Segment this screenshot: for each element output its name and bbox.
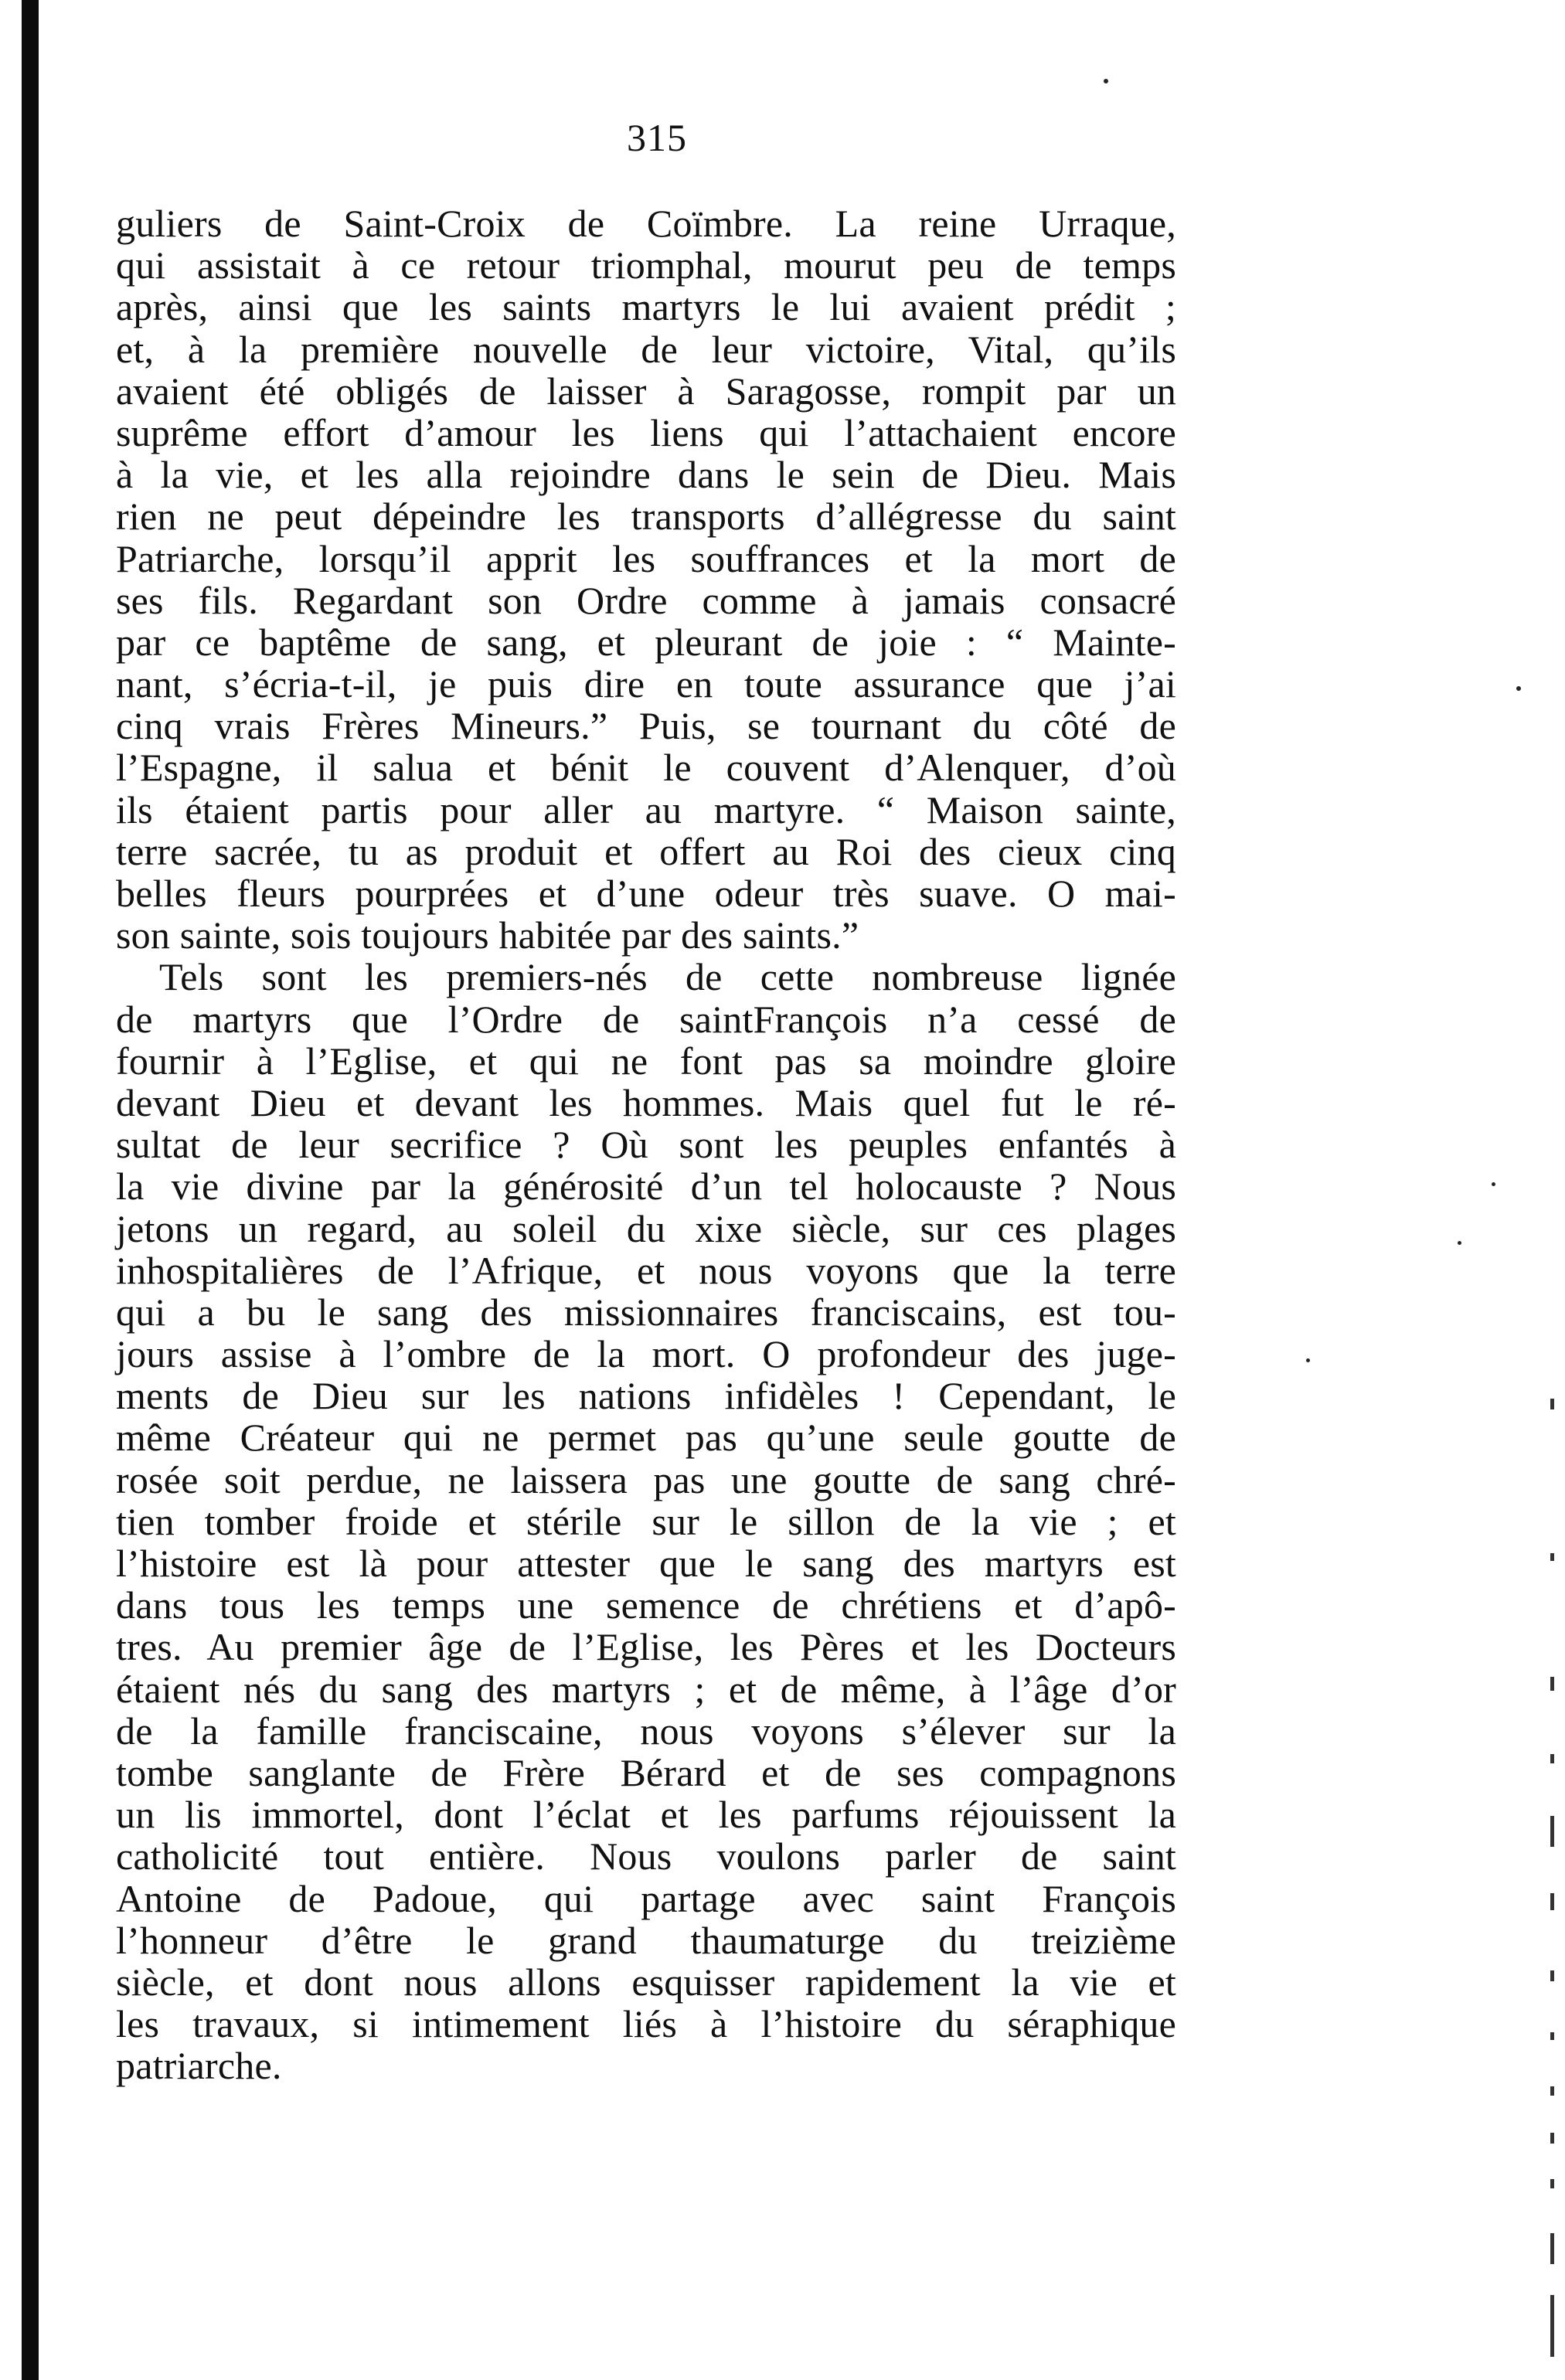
body-text bbox=[116, 202, 1176, 2086]
text-line: l’honneur d’être le grand thaumaturge du treizième bbox=[116, 1918, 1176, 1962]
text-line: devant Dieu et devant les hommes. Mais quel fut le ré- bbox=[116, 1080, 1176, 1124]
text-line: Antoine de Padoue, qui partage avec saint François bbox=[116, 1876, 1176, 1920]
text-line: de martyrs que l’Ordre de saintFrançois n’a cessé de bbox=[116, 997, 1176, 1041]
text-line: patriarche. bbox=[116, 2044, 282, 2088]
text-line: suprême effort d’amour les liens qui l’attachaient encore bbox=[116, 410, 1176, 454]
text-line: ments de Dieu sur les nations infidèles ! Cependant, le bbox=[116, 1374, 1176, 1418]
text-line: rosée soit perdue, ne laissera pas une goutte de sang chré- bbox=[116, 1457, 1176, 1501]
text-line: et, à la première nouvelle de leur victoire, Vital, qu’ils bbox=[116, 327, 1176, 371]
text-line: l’histoire est là pour attester que le sang des martyrs est bbox=[116, 1542, 1176, 1585]
text-line: siècle, et dont nous allons esquisser rapidement la vie et bbox=[116, 1960, 1176, 2004]
binding-edge bbox=[22, 0, 39, 2380]
text-line: après, ainsi que les saints martyrs le lui avaient prédit ; bbox=[116, 285, 1176, 329]
text-line: à la vie, et les alla rejoindre dans le sein de Dieu. Mais bbox=[116, 453, 1176, 497]
text-line: tombe sanglante de Frère Bérard et de ses compagnons bbox=[116, 1750, 1176, 1794]
text-line: cinq vrais Frères Mineurs.” Puis, se tournant du côté de bbox=[116, 704, 1176, 748]
text-line: nant, s’écria-t-il, je puis dire en toute assurance que j’ai bbox=[116, 662, 1176, 706]
text-line: par ce baptême de sang, et pleurant de joie : “ Mainte- bbox=[116, 620, 1176, 664]
text-line: de la famille franciscaine, nous voyons s’élever sur la bbox=[116, 1708, 1176, 1753]
text-line: les travaux, si intimement liés à l’histoire du séraphique bbox=[116, 2002, 1176, 2046]
text-line: qui a bu le sang des missionnaires franciscains, est tou- bbox=[116, 1290, 1176, 1334]
text-line: belles fleurs pourprées et d’une odeur très suave. O mai- bbox=[116, 872, 1176, 915]
text-line: ses fils. Regardant son Ordre comme à jamais consacré bbox=[116, 578, 1176, 622]
text-line: étaient nés du sang des martyrs ; et de même, à l’âge d’or bbox=[116, 1667, 1176, 1711]
text-line: jours assise à l’ombre de la mort. O profondeur des juge- bbox=[116, 1332, 1176, 1376]
text-line: la vie divine par la générosité d’un tel holocauste ? Nous bbox=[116, 1164, 1176, 1209]
text-line: ils étaient partis pour aller au martyre. “ Maison sainte, bbox=[116, 787, 1176, 831]
scan-speck bbox=[1458, 1241, 1461, 1245]
text-line: sultat de leur secrifice ? Où sont les peuples enfantés à bbox=[116, 1123, 1176, 1167]
text-line: terre sacrée, tu as produit et offert au Roi des cieux cinq bbox=[116, 829, 1176, 873]
text-line: Patriarche, lorsqu’il apprit les souffrances et la mort de bbox=[116, 536, 1176, 580]
text-line: dans tous les temps une semence de chrétiens et d’apô- bbox=[116, 1583, 1176, 1627]
scan-speck bbox=[1306, 1358, 1310, 1362]
text-line: Tels sont les premiers-nés de cette nombreuse lignée bbox=[159, 955, 1176, 999]
page-number: 315 bbox=[627, 116, 687, 159]
text-line: guliers de Saint-Croix de Coïmbre. La reine Urraque, bbox=[116, 202, 1176, 245]
text-line: catholicité tout entière. Nous voulons parler de saint bbox=[116, 1834, 1176, 1878]
scan-speck bbox=[1492, 1182, 1495, 1186]
scan-speck bbox=[1104, 79, 1108, 83]
text-line: inhospitalières de l’Afrique, et nous voyons que la terre bbox=[116, 1248, 1176, 1292]
text-line: tien tomber froide et stérile sur le sillon de la vie ; et bbox=[116, 1499, 1176, 1543]
scan-speck bbox=[1516, 686, 1521, 691]
margin-scan-marks bbox=[1546, 1352, 1554, 2380]
text-line: rien ne peut dépeindre les transports d’allégresse du saint bbox=[116, 495, 1176, 539]
text-line: l’Espagne, il salua et bénit le couvent d’Alenquer, d’où bbox=[116, 746, 1176, 790]
text-line: jetons un regard, au soleil du xixe siècle, sur ces plages bbox=[116, 1206, 1176, 1250]
text-line: avaient été obligés de laisser à Saragosse, rompit par un bbox=[116, 369, 1176, 413]
text-line: qui assistait à ce retour triomphal, mourut peu de temps bbox=[116, 243, 1176, 287]
text-line: tres. Au premier âge de l’Eglise, les Pères et les Docteurs bbox=[116, 1625, 1176, 1669]
text-line: son sainte, sois toujours habitée par des saints.” bbox=[116, 913, 859, 957]
text-line: fournir à l’Eglise, et qui ne font pas sa moindre gloire bbox=[116, 1039, 1176, 1083]
text-line: un lis immortel, dont l’éclat et les parfums réjouissent la bbox=[116, 1793, 1176, 1837]
text-line: même Créateur qui ne permet pas qu’une seule goutte de bbox=[116, 1416, 1176, 1460]
